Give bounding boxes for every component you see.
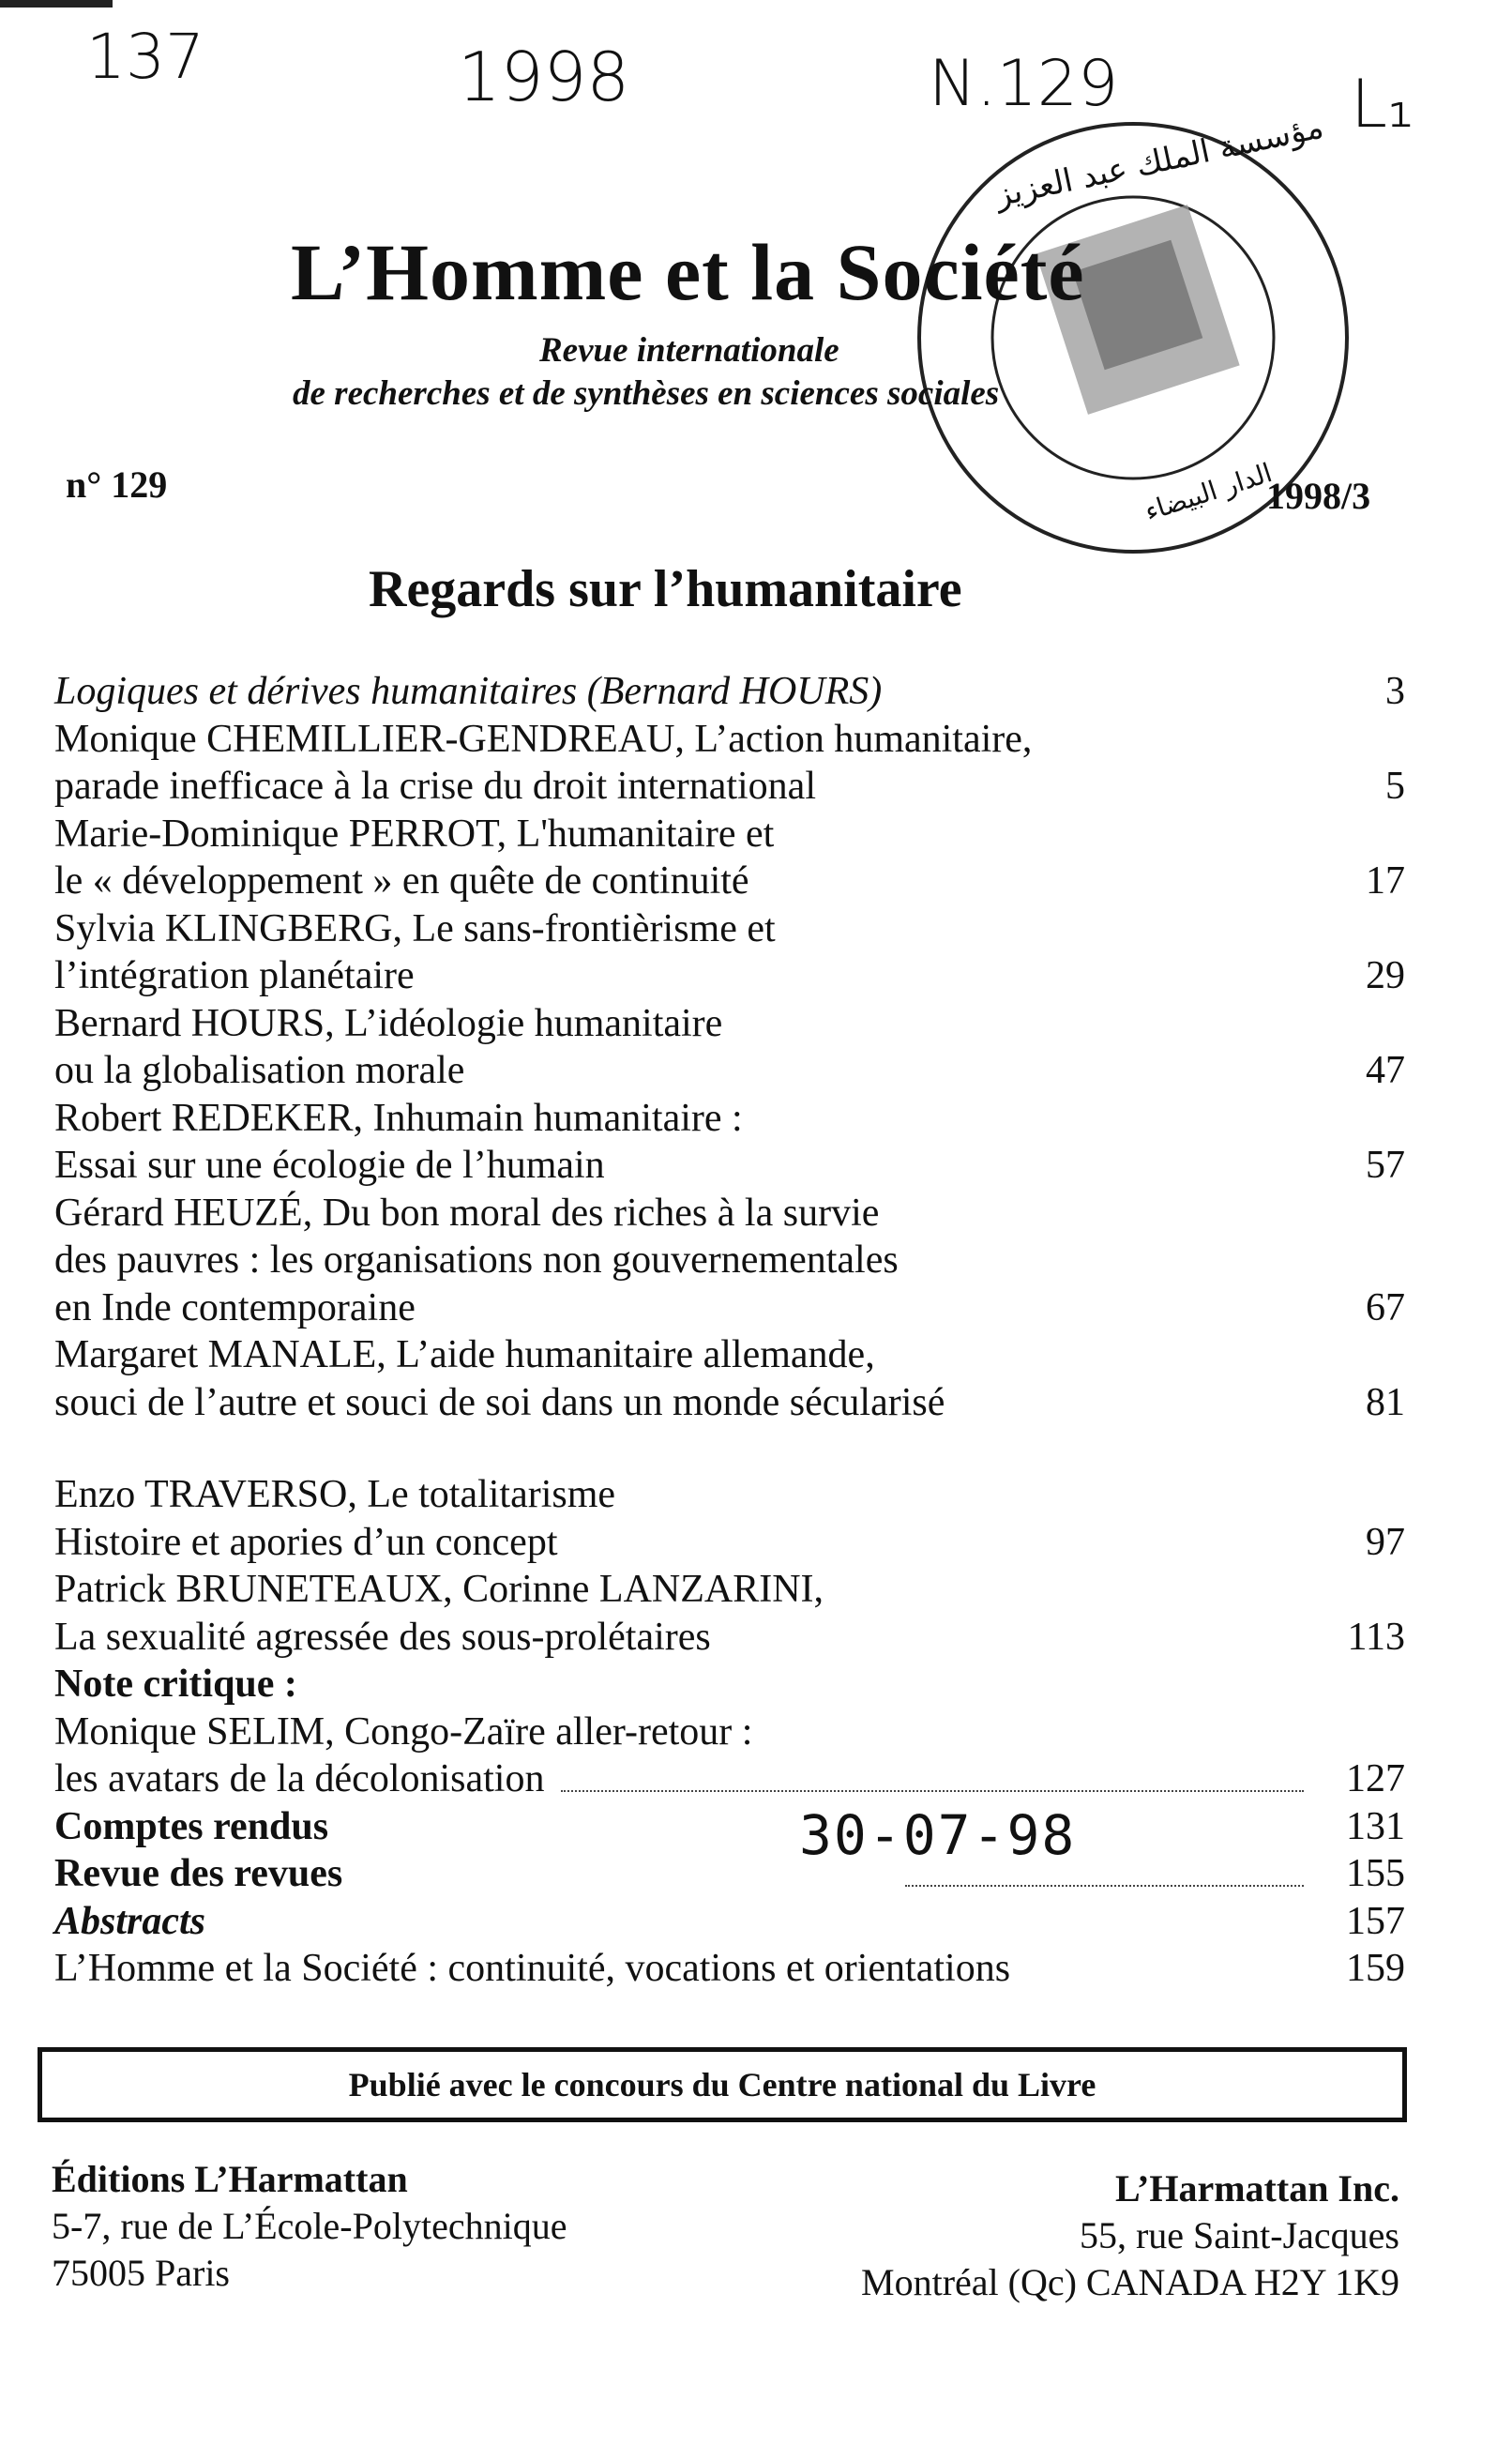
toc-row xyxy=(54,1898,1405,1946)
toc-page: 159 xyxy=(1346,1947,1405,1990)
dot-leader xyxy=(561,1790,1304,1792)
toc-entry-text: ou la globalisation morale xyxy=(54,1049,465,1092)
section-gap xyxy=(54,1426,1405,1471)
toc-page: 127 xyxy=(1346,1757,1405,1800)
handwritten-corner-mark: L₁ xyxy=(1351,66,1414,143)
toc-entry-text: Essai sur une écologie de l’humain xyxy=(54,1144,605,1187)
toc-row xyxy=(54,1471,1405,1519)
toc-page: 157 xyxy=(1346,1899,1405,1943)
publisher-right-city: Montréal (Qc) CANADA H2Y 1K9 xyxy=(861,2261,1399,2303)
toc-row xyxy=(54,1142,1405,1190)
dot-leader xyxy=(905,1885,1304,1887)
toc-row xyxy=(54,1190,1405,1238)
stamp-arabic-bottom: الدار البيضاء xyxy=(1141,457,1277,527)
toc-page: 131 xyxy=(1346,1804,1405,1848)
toc-entry-text: parade inefficace à la crise du droit international xyxy=(54,765,816,808)
funding-notice xyxy=(38,2047,1407,2122)
toc-row xyxy=(54,858,1405,905)
toc-page: 57 xyxy=(1366,1144,1405,1187)
toc-entry-text: Enzo TRAVERSO, Le totalitarisme xyxy=(54,1473,616,1516)
journal-subtitle-line1: Revue internationale xyxy=(539,331,839,370)
handwritten-issue-number: N.129 xyxy=(929,47,1119,121)
toc-row xyxy=(54,1566,1405,1614)
toc-page: 155 xyxy=(1346,1852,1405,1895)
handwritten-shelf-number: 137 xyxy=(86,21,204,93)
publisher-right-name: L’Harmattan Inc. xyxy=(1115,2167,1399,2210)
toc-entry-text: Abstracts xyxy=(54,1899,206,1943)
handwritten-year: 1998 xyxy=(458,38,630,116)
toc-row xyxy=(54,1614,1405,1662)
publisher-left xyxy=(52,2156,567,2297)
toc-entry-text: Patrick BRUNETEAUX, Corinne LANZARINI, xyxy=(54,1568,824,1611)
toc-section-other xyxy=(54,1471,1405,1993)
toc-row xyxy=(54,1945,1405,1993)
scan-edge-mark xyxy=(0,0,113,8)
toc-entry-text: l’intégration planétaire xyxy=(54,954,415,997)
publisher-right-street: 55, rue Saint-Jacques xyxy=(1079,2214,1399,2256)
toc-entry-text: Sylvia KLINGBERG, Le sans-frontièrisme et xyxy=(54,906,776,950)
toc-entry-text: Robert REDEKER, Inhumain humanitaire : xyxy=(54,1096,743,1140)
toc-section-theme xyxy=(54,668,1405,1426)
toc-entry-text: des pauvres : les organisations non gouvernementales xyxy=(54,1238,899,1282)
journal-title: L’Homme et la Société xyxy=(291,227,1085,317)
toc-page: 97 xyxy=(1366,1520,1405,1564)
publisher-left-city: 75005 Paris xyxy=(52,2252,230,2294)
funding-notice-text: Publié avec le concours du Centre national du Livre xyxy=(348,2066,1096,2103)
table-of-contents xyxy=(54,668,1405,1993)
received-date-stamp: 30-07-98 xyxy=(799,1803,1077,1867)
toc-entry-text: Monique SELIM, Congo-Zaïre aller-retour : xyxy=(54,1709,753,1754)
toc-entry-text: La sexualité agressée des sous-prolétaires xyxy=(54,1615,711,1659)
toc-row xyxy=(54,1850,1405,1898)
toc-entry-text: le « développement » en quête de continuité xyxy=(54,859,749,903)
toc-page: 5 xyxy=(1385,765,1405,808)
toc-page: 81 xyxy=(1366,1380,1405,1424)
toc-entry-text: Revue des revues xyxy=(54,1852,343,1895)
issue-year: 1998/3 xyxy=(1266,475,1371,517)
toc-row xyxy=(54,1708,1405,1756)
toc-page: 67 xyxy=(1366,1285,1405,1329)
toc-entry-text: Monique CHEMILLIER-GENDREAU, L’action humanitaire, xyxy=(54,717,1033,761)
toc-entry-text: Margaret MANALE, L’aide humanitaire allemande, xyxy=(54,1333,875,1376)
toc-row xyxy=(54,1331,1405,1379)
issue-number: n° 129 xyxy=(66,463,168,506)
toc-row xyxy=(54,1379,1405,1427)
toc-row xyxy=(54,1803,1405,1851)
toc-row xyxy=(54,716,1405,764)
stamp-arabic-top: مؤسسة الملك عبد العزيز xyxy=(991,108,1327,215)
toc-entry-text: souci de l’autre et souci de soi dans un monde sécularisé xyxy=(54,1380,945,1424)
toc-page: 47 xyxy=(1366,1049,1405,1092)
publisher-left-name: Éditions L’Harmattan xyxy=(52,2158,408,2200)
toc-row xyxy=(54,1047,1405,1095)
toc-entry-text: Note critique : xyxy=(54,1663,297,1706)
publisher-left-street: 5-7, rue de L’École-Polytechnique xyxy=(52,2205,567,2247)
toc-entry-text: Logiques et dérives humanitaires (Bernard HOURS) xyxy=(54,670,883,713)
toc-page: 3 xyxy=(1385,670,1405,713)
toc-row xyxy=(54,763,1405,811)
toc-row xyxy=(54,1095,1405,1143)
publisher-right xyxy=(861,2165,1399,2306)
toc-row xyxy=(54,1519,1405,1567)
toc-page: 17 xyxy=(1366,859,1405,903)
toc-row xyxy=(54,1237,1405,1284)
toc-entry-text: L’Homme et la Société : continuité, vocations et orientations xyxy=(54,1947,1011,1990)
toc-row xyxy=(54,952,1405,1000)
toc-row xyxy=(54,668,1405,716)
toc-entry-text: Marie-Dominique PERROT, L'humanitaire et xyxy=(54,812,775,856)
toc-entry-text: Histoire et apories d’un concept xyxy=(54,1520,558,1564)
toc-entry-text: Bernard HOURS, L’idéologie humanitaire xyxy=(54,1001,723,1045)
toc-row xyxy=(54,1661,1405,1708)
toc-page: 113 xyxy=(1347,1615,1405,1659)
toc-entry-text: les avatars de la décolonisation xyxy=(54,1757,545,1800)
toc-row xyxy=(54,1284,1405,1332)
journal-subtitle-line2: de recherches et de synthèses en sciences sociales xyxy=(293,374,1000,413)
toc-entry-text: en Inde contemporaine xyxy=(54,1285,416,1329)
toc-page: 29 xyxy=(1366,954,1405,997)
toc-row xyxy=(54,1755,1405,1803)
toc-row xyxy=(54,905,1405,953)
toc-row xyxy=(54,1000,1405,1048)
toc-entry-text: Comptes rendus xyxy=(54,1804,329,1848)
theme-title: Regards sur l’humanitaire xyxy=(369,560,962,618)
toc-row xyxy=(54,811,1405,858)
toc-entry-text: Gérard HEUZÉ, Du bon moral des riches à la survie xyxy=(54,1191,880,1235)
